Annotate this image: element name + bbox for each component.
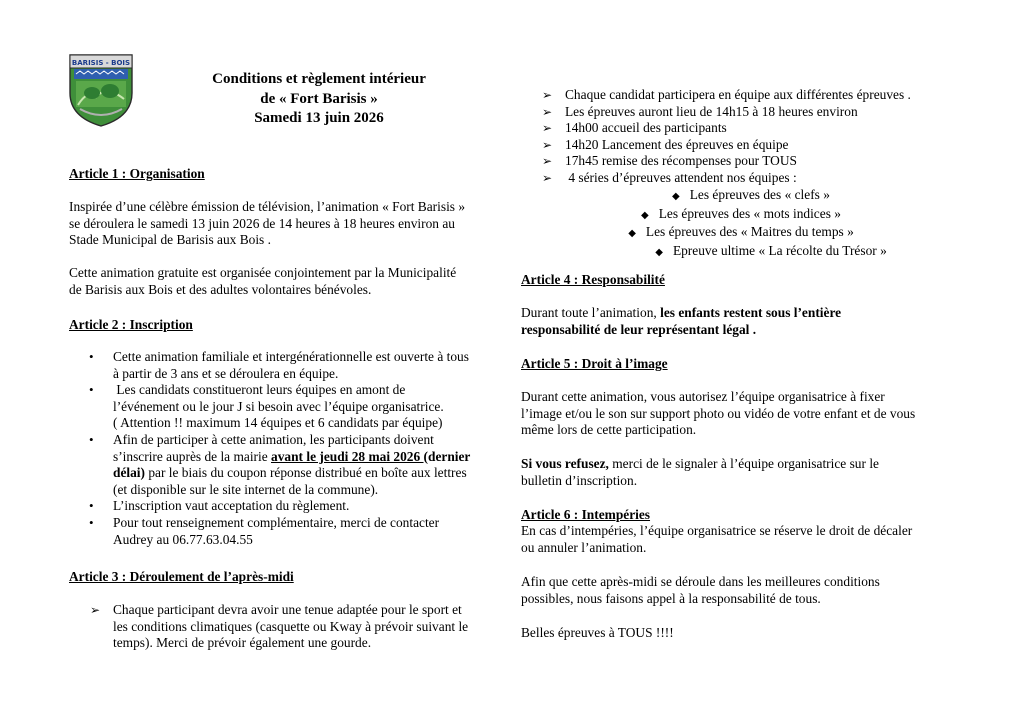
series-label: Les épreuves des « mots indices » — [658, 205, 841, 221]
text-line: possibles, nous faisons appel à la responsabilité de tous. — [521, 590, 821, 606]
text-line: ou annuler l’animation. — [521, 539, 647, 555]
series-label: Epreuve ultime « La récolte du Trésor » — [672, 242, 887, 258]
text-line: l’image et/ou le son sur support photo ou vidéo de votre enfant et de vous — [521, 405, 916, 421]
text-line: ( Attention !! maximum 14 équipes et 6 candidats par équipe) — [113, 415, 443, 431]
text-line: même lors de cette participation. — [521, 422, 697, 438]
article-6-paragraph-2 — [521, 574, 961, 607]
text-segment: les enfants restent sous l’entière — [660, 305, 842, 320]
closing-line: Belles épreuves à TOUS !!!! — [521, 625, 674, 640]
svg-text:BARISIS - BOIS: BARISIS - BOIS — [71, 59, 131, 67]
text-line: • L’inscription vaut acceptation du règlement. — [113, 498, 350, 514]
list-item — [521, 243, 961, 262]
text-line: bulletin d’inscription. — [521, 472, 638, 488]
text-line: • Afin de participer à cette animation, les participants doivent — [113, 431, 434, 447]
article-5-paragraph-2 — [521, 456, 961, 489]
text-line: (et disponible sur le site internet de la commune). — [113, 481, 379, 497]
text-line: • Les candidats constitueront leurs équipes en amont de — [113, 382, 406, 398]
text-line: Inspirée d’une célèbre émission de télévision, l’animation « Fort Barisis » — [69, 199, 466, 214]
list-item — [69, 498, 509, 515]
list-item: ➢ Les épreuves auront lieu de 14h15 à 18 heures environ — [521, 104, 961, 121]
text-line — [521, 456, 961, 473]
title-line-3: Samedi 13 juin 2026 — [254, 110, 384, 126]
list-item — [521, 187, 961, 206]
text-segment: s’inscrire auprès de la mairie — [113, 448, 272, 464]
title-line-1: Conditions et règlement intérieur — [212, 71, 426, 87]
series-label: Les épreuves des « Maitres du temps » — [645, 224, 854, 240]
text-line: responsabilité de leur représentant légal . — [521, 321, 757, 337]
text-line: se déroulera le samedi 13 juin 2026 de 14 heures à 18 heures environ au — [69, 215, 455, 231]
list-item: ➢ 17h45 remise des récompenses pour TOUS — [521, 153, 961, 170]
text-line: Durant cette animation, vous autorisez l’équipe organisatrice à fixer — [521, 389, 885, 404]
article-6-paragraph-1 — [521, 523, 961, 556]
text-line: Cette animation gratuite est organisée conjointement par la Municipalité — [69, 265, 457, 280]
text-line: l’événement ou le jour J si besoin avec l’équipe organisatrice. — [113, 398, 444, 414]
text-segment: (dernier — [423, 448, 471, 464]
list-item — [521, 206, 961, 225]
series-list — [521, 187, 961, 261]
list-item — [69, 349, 509, 382]
text-line: Stade Municipal de Barisis aux Bois . — [69, 232, 271, 248]
text-line — [113, 449, 509, 466]
text-segment: par le biais du coupon réponse distribué en boîte aux lettres — [145, 465, 467, 481]
text-line — [113, 465, 509, 482]
list-item — [69, 515, 509, 548]
text-line: Audrey au 06.77.63.04.55 — [113, 531, 253, 547]
text-line: • Cette animation familiale et intergénérationnelle est ouverte à tous — [113, 349, 469, 364]
article-4-heading: Article 4 : Responsabilité — [521, 272, 665, 287]
text-line: à partir de 3 ans et se déroulera en équipe. — [113, 365, 339, 381]
text-line — [521, 305, 961, 322]
text-line: temps). Merci de prévoir également une gourde. — [113, 635, 372, 651]
text-segment: merci de le signaler à l’équipe organisatrice sur le — [608, 456, 879, 471]
article-1-heading: Article 1 : Organisation — [69, 166, 205, 181]
article-1-paragraph-1 — [69, 199, 509, 249]
series-label: Les épreuves des « clefs » — [689, 187, 830, 202]
list-item: ➢ 14h20 Lancement des épreuves en équipe — [521, 137, 961, 154]
text-line: ➢ Chaque participant devra avoir une tenue adaptée pour le sport et — [113, 602, 462, 617]
list-item — [69, 602, 509, 652]
diamond-bullet-icon: ◆ — [641, 209, 649, 221]
text-line: En cas d’intempéries, l’équipe organisatrice se réserve le droit de décaler — [521, 523, 913, 538]
list-item: ➢ 14h00 accueil des participants — [521, 120, 961, 137]
article-1-paragraph-2 — [69, 265, 509, 298]
text-line: les conditions climatiques (casquette ou Kway à prévoir suivant le — [113, 618, 469, 634]
article-5-heading: Article 5 : Droit à l’image — [521, 356, 668, 371]
article-2-bullet-list — [69, 349, 509, 548]
list-item: ➢ 4 séries d’épreuves attendent nos équipes : — [521, 170, 961, 187]
list-item — [69, 432, 509, 498]
list-item — [69, 382, 509, 432]
text-line: • Pour tout renseignement complémentaire, merci de contacter — [113, 514, 440, 530]
diamond-bullet-icon: ◆ — [655, 246, 663, 258]
title-line-2: de « Fort Barisis » — [260, 90, 378, 107]
text-segment: délai) — [113, 465, 145, 481]
list-item: ➢ Chaque candidat participera en équipe aux différentes épreuves . — [521, 87, 961, 104]
text-segment: Si vous refusez, — [521, 456, 609, 471]
document-title — [160, 70, 478, 129]
article-3-heading: Article 3 : Déroulement de l’après-midi — [69, 569, 294, 584]
article-4-paragraph — [521, 305, 961, 338]
article-5-paragraph-1 — [521, 389, 961, 439]
article-2-heading: Article 2 : Inscription — [69, 317, 193, 332]
article-6-heading: Article 6 : Intempéries — [521, 507, 651, 522]
schedule-list — [521, 87, 961, 187]
barisis-coat-of-arms-logo — [66, 49, 136, 127]
deadline-text: avant le jeudi 28 mai 2026 — [271, 448, 424, 464]
text-segment: Durant toute l’animation, — [521, 305, 661, 320]
diamond-bullet-icon: ◆ — [672, 191, 680, 202]
text-line: de Barisis aux Bois et des adultes volontaires bénévoles. — [69, 281, 372, 297]
article-3-list — [69, 602, 509, 652]
text-line: Afin que cette après-midi se déroule dans les meilleures conditions — [521, 574, 880, 589]
list-item — [521, 224, 961, 243]
diamond-bullet-icon: ◆ — [628, 228, 636, 240]
